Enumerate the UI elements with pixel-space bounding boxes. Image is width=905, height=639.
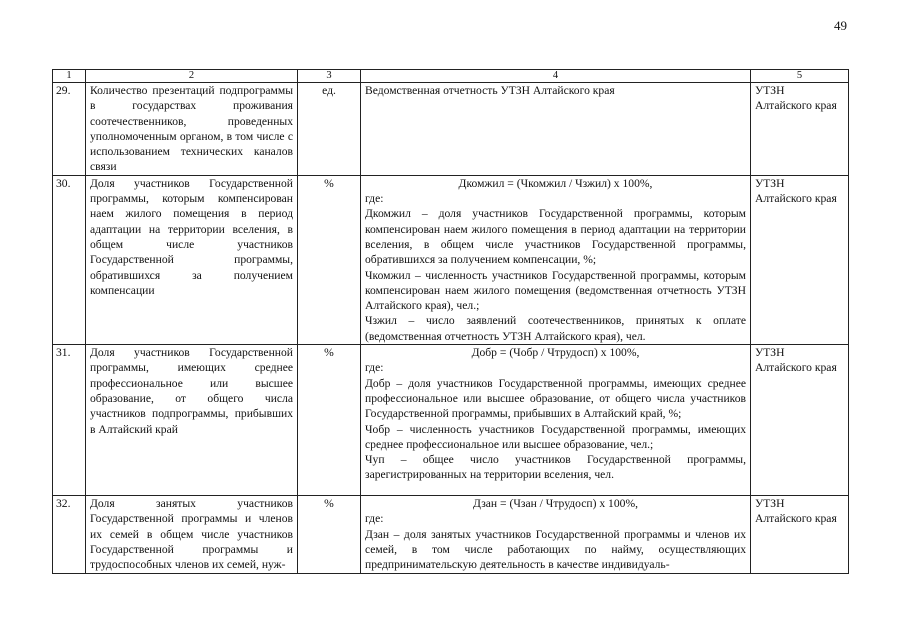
method-line: где: — [365, 512, 384, 526]
row-number: 29. — [53, 83, 86, 176]
method-line: Добр – доля участников Государственной программы, имеющих среднее профессиональное или высшее образование, от общего числа участников Государственной программы, прибывших в Алтайский край, %; — [365, 376, 746, 421]
table-row — [53, 496, 849, 573]
table-row — [53, 345, 849, 496]
table-header-row — [53, 70, 849, 83]
unit-of-measure: % — [298, 345, 361, 496]
row-number: 31. — [53, 345, 86, 496]
unit-of-measure: % — [298, 496, 361, 573]
method-line: где: — [365, 361, 384, 375]
formula: Дкомжил = (Чкомжил / Чзжил) х 100%, — [458, 176, 653, 190]
page-number: 49 — [834, 18, 847, 33]
row-number: 32. — [53, 496, 86, 573]
responsible-body: УТЗН Алтайского края — [751, 496, 849, 573]
header-cell: 3 — [298, 70, 361, 83]
method-line: Чзжил – число заявлений соотечественников, принятых к оплате (ведомственная отчетность УТЗН Алтайского края), чел. — [365, 314, 746, 343]
responsible-body: УТЗН Алтайского края — [751, 83, 849, 176]
indicator-name: Доля участников Государственной программы, имеющих среднее профессиональное или высшее образование, от общего числа участников подпрограммы, прибывших в Алтайский край — [86, 345, 298, 496]
table-row — [53, 175, 849, 344]
unit-of-measure: % — [298, 175, 361, 344]
header-cell: 1 — [53, 70, 86, 83]
calculation-method — [361, 496, 751, 573]
formula: Добр = (Чобр / Чтрудосп) х 100%, — [471, 346, 640, 360]
unit-of-measure: ед. — [298, 83, 361, 176]
calculation-method — [361, 175, 751, 344]
indicator-name: Количество презентаций подпрограммы в государствах проживания соотечественников, проведенных уполномоченным органом, в том числе с использованием технических каналов связи — [86, 83, 298, 176]
header-cell: 5 — [751, 70, 849, 83]
method-line: где: — [365, 192, 384, 206]
method-line: Ведомственная отчетность УТЗН Алтайского края — [365, 84, 615, 97]
responsible-body: УТЗН Алтайского края — [751, 345, 849, 496]
method-line: Чуп – общее число участников Государственной программы, зарегистрированных на территории вселения, чел. — [365, 453, 746, 482]
indicator-name: Доля участников Государственной программы, которым компенсирован наем жилого помещения в период адаптации на территории вселения, в общем числе участников Государственной программы, обратившихся за получением компенсации — [86, 175, 298, 344]
header-cell: 4 — [361, 70, 751, 83]
responsible-body: УТЗН Алтайского края — [751, 175, 849, 344]
indicator-name: Доля занятых участников Государственной программы и членов их семей в общем числе участников Государственной программы и трудоспособных членов их семей, нуж- — [86, 496, 298, 573]
calculation-method — [361, 83, 751, 176]
formula: Дзан = (Чзан / Чтрудосп) х 100%, — [473, 497, 638, 511]
method-line: Чобр – численность участников Государственной программы, имеющих среднее профессиональное или высшее образование, чел.; — [365, 422, 746, 451]
header-cell: 2 — [86, 70, 298, 83]
indicators-table — [52, 69, 849, 574]
row-number: 30. — [53, 175, 86, 344]
calculation-method — [361, 345, 751, 496]
table-row — [53, 83, 849, 176]
method-line: Дкомжил – доля участников Государственной программы, которым компенсирован наем жилого помещения в период адаптации на территории вселения, в общем числе участников Государственной программы, обратившихся за получением компенсации, %; — [365, 207, 746, 267]
method-line: Дзан – доля занятых участников Государственной программы и членов их семей, в том числе работающих по найму, осуществляющих предпринимательскую деятельность в качестве индивидуаль- — [365, 527, 746, 572]
method-line: Чкомжил – численность участников Государственной программы, которым компенсирован наем жилого помещения (ведомственная отчетность УТЗН Алтайского края), чел.; — [365, 268, 746, 313]
